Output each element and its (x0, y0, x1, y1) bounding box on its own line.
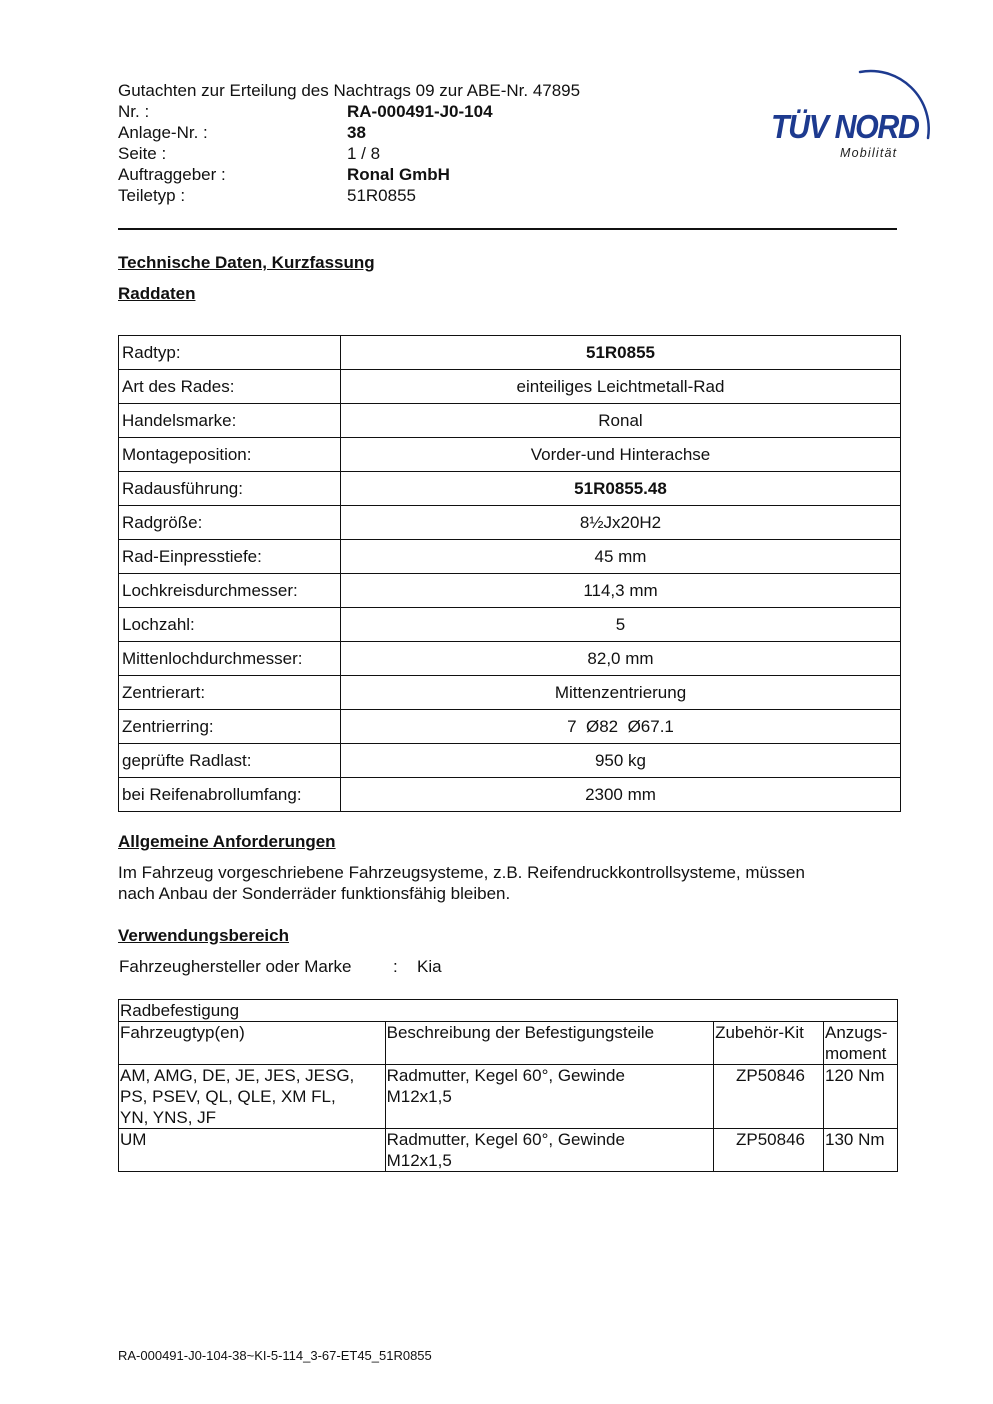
table-row (119, 540, 901, 574)
meta-value: Ronal GmbH (347, 165, 450, 184)
row-value: Mittenzentrierung (341, 676, 901, 710)
description-cell (385, 1065, 713, 1129)
row-value: 51R0855 (341, 336, 901, 370)
meta-value: 51R0855 (347, 186, 417, 205)
section-general-heading: Allgemeine Anforderungen (118, 832, 336, 851)
logo-subline: Mobilität (840, 146, 898, 160)
usage-label: Fahrzeughersteller oder Marke (119, 957, 352, 976)
cell-line: YN, YNS, JF (120, 1108, 217, 1127)
table-row (119, 778, 901, 812)
wheel-data-table (118, 335, 901, 812)
row-value: Vorder-und Hinterachse (341, 438, 901, 472)
table-row (119, 370, 901, 404)
row-key: Mittenlochdurchmesser: (119, 642, 341, 676)
kit-cell: ZP50846 (714, 1065, 824, 1129)
table-row (119, 608, 901, 642)
cell-line: PS, PSEV, QL, QLE, XM FL, (120, 1087, 336, 1106)
row-value: 45 mm (341, 540, 901, 574)
table-row (119, 404, 901, 438)
row-key: Lochzahl: (119, 608, 341, 642)
row-key: Radtyp: (119, 336, 341, 370)
tuev-nord-logo (768, 60, 948, 170)
header-line: moment (825, 1044, 887, 1063)
row-value: 950 kg (341, 744, 901, 778)
column-header: Beschreibung der Befestigungsteile (385, 1022, 713, 1065)
section-usage-heading: Verwendungsbereich (118, 926, 289, 945)
section-wheel-heading: Raddaten (118, 284, 196, 303)
row-value: 51R0855.48 (341, 472, 901, 506)
meta-label: Nr. : (118, 102, 150, 121)
document-footer-id: RA-000491-J0-104-38~KI-5-114_3-67-ET45_51R0855 (118, 1348, 432, 1363)
cell-line: Radmutter, Kegel 60°, Gewinde (386, 1130, 625, 1149)
row-value: 114,3 mm (341, 574, 901, 608)
meta-value: 1 / 8 (347, 144, 381, 163)
row-value: 82,0 mm (341, 642, 901, 676)
header-divider (118, 228, 897, 230)
vehicle-types-cell: UM (119, 1129, 386, 1172)
meta-row-teiletyp (118, 185, 898, 206)
row-value: 7 Ø82 Ø67.1 (341, 710, 901, 744)
paragraph-line: nach Anbau der Sonderräder funktionsfähig bleiben. (118, 884, 511, 903)
cell-line: AM, AMG, DE, JE, JES, JESG, (120, 1066, 355, 1085)
row-key: Radgröße: (119, 506, 341, 540)
header-line: Anzugs- (825, 1023, 888, 1042)
section-technical-heading: Technische Daten, Kurzfassung (118, 253, 375, 272)
meta-label: Anlage-Nr. : (118, 123, 208, 142)
column-header: Fahrzeugtyp(en) (119, 1022, 386, 1065)
row-value: einteiliges Leichtmetall-Rad (341, 370, 901, 404)
document-title: Gutachten zur Erteilung des Nachtrags 09 zur ABE-Nr. 47895 (118, 81, 581, 100)
table-caption-row (119, 1000, 898, 1022)
table-row (119, 472, 901, 506)
row-key: Montageposition: (119, 438, 341, 472)
meta-value: 38 (347, 123, 366, 142)
usage-value: Kia (417, 957, 442, 976)
torque-cell: 130 Nm (824, 1129, 898, 1172)
table-row (119, 336, 901, 370)
table-row (119, 438, 901, 472)
wheel-mounting-table (118, 999, 898, 1172)
kit-cell: ZP50846 (714, 1129, 824, 1172)
row-value: 5 (341, 608, 901, 642)
table-row (119, 710, 901, 744)
row-key: bei Reifenabrollumfang: (119, 778, 341, 812)
row-key: Handelsmarke: (119, 404, 341, 438)
row-value: 2300 mm (341, 778, 901, 812)
vehicle-types-cell (119, 1065, 386, 1129)
row-value: 8½Jx20H2 (341, 506, 901, 540)
table-row (119, 506, 901, 540)
row-key: Radausführung: (119, 472, 341, 506)
table-row (119, 1065, 898, 1129)
row-key: Art des Rades: (119, 370, 341, 404)
table-header-row (119, 1022, 898, 1065)
table-row (119, 642, 901, 676)
row-value: Ronal (341, 404, 901, 438)
row-key: Zentrierart: (119, 676, 341, 710)
table-row (119, 574, 901, 608)
description-cell (385, 1129, 713, 1172)
table-row (119, 744, 901, 778)
cell-line: M12x1,5 (386, 1087, 452, 1106)
column-header: Zubehör-Kit (714, 1022, 824, 1065)
row-key: geprüfte Radlast: (119, 744, 341, 778)
column-header (824, 1022, 898, 1065)
torque-cell: 120 Nm (824, 1065, 898, 1129)
meta-value: RA-000491-J0-104 (347, 102, 493, 121)
meta-label: Teiletyp : (118, 186, 186, 205)
usage-manufacturer-row (118, 956, 442, 977)
table-row (119, 1129, 898, 1172)
usage-separator: : (393, 957, 398, 976)
row-key: Rad-Einpresstiefe: (119, 540, 341, 574)
table-caption: Radbefestigung (119, 1000, 898, 1022)
table-row (119, 676, 901, 710)
meta-label: Auftraggeber : (118, 165, 226, 184)
row-key: Lochkreisdurchmesser: (119, 574, 341, 608)
meta-label: Seite : (118, 144, 167, 163)
cell-line: M12x1,5 (386, 1151, 452, 1170)
cell-line: Radmutter, Kegel 60°, Gewinde (386, 1066, 625, 1085)
general-requirements-text (118, 862, 878, 904)
paragraph-line: Im Fahrzeug vorgeschriebene Fahrzeugsysteme, z.B. Reifendruckkontrollsysteme, müssen (118, 863, 805, 882)
row-key: Zentrierring: (119, 710, 341, 744)
logo-brand: TÜV NORD (771, 108, 919, 145)
